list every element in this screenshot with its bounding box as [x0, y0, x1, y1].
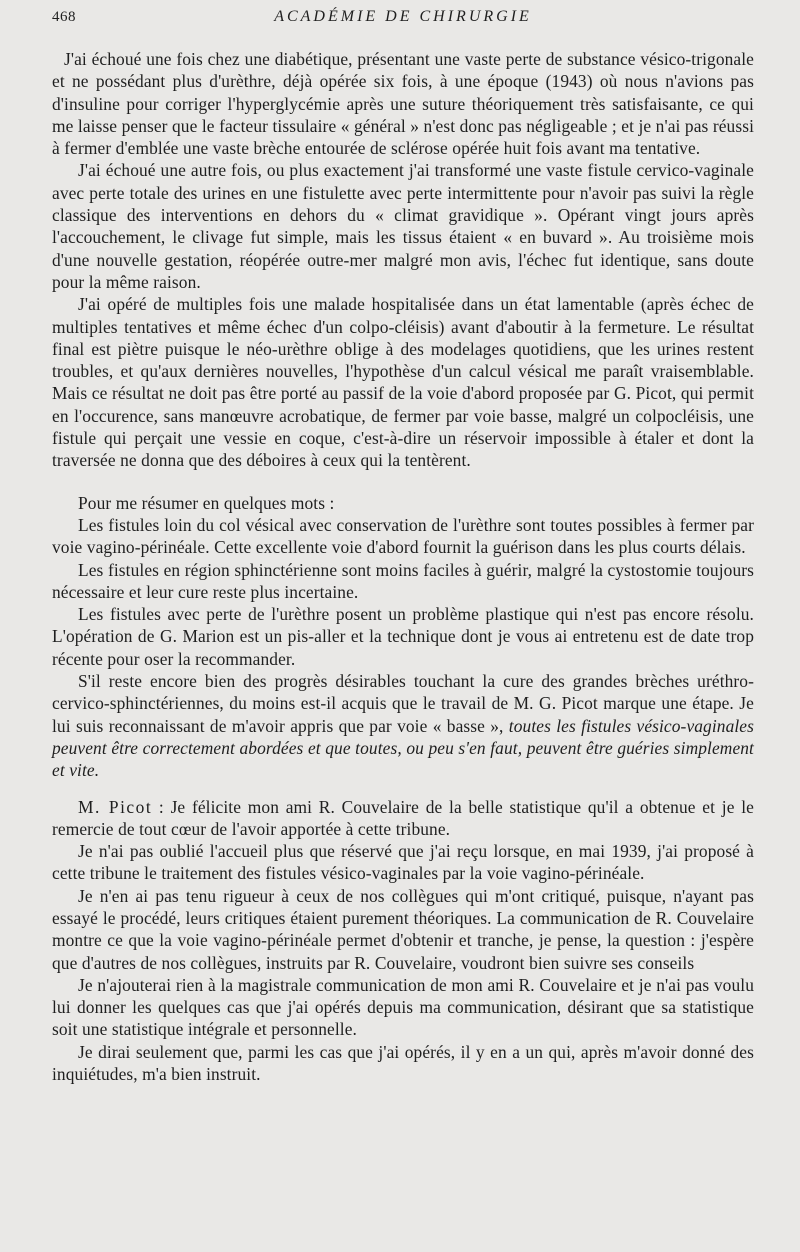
- paragraph-conclusion: [52, 670, 754, 781]
- page-header: [52, 8, 754, 48]
- paragraph: Je n'ajouterai rien à la magistrale communication de mon ami R. Couvelaire et je n'ai pas voulu lui donner les quelques cas que j'ai opérés depuis ma communication, désirant que sa statistique soit une statistique intégrale et personnelle.: [52, 974, 754, 1040]
- paragraph: J'ai opéré de multiples fois une malade hospitalisée dans un état lamentable (après échec de multiples tentatives et même échec d'un colpo-cléisis) avant d'aboutir à la fermeture. Le résultat final est piètre puisque le néo-urèthre oblige à des modelages quotidiens, que les urines restent troubles, et qu'aux dernières nouvelles, l'hypothèse d'un calcul vésical me paraît vraisemblable. Mais ce résultat ne doit pas être porté au passif de la voie d'abord proposée par G. Picot, qui permit en l'occurence, sans manœuvre acrobatique, de fermer par voie basse, malgré un colpocléisis, une fistule qui perçait une vessie en coque, c'est-à-dire un réservoir impossible à étaler et dont la traversée ne donna que des déboires à ceux qui la tentèrent.: [52, 294, 754, 471]
- paragraph: Les fistules avec perte de l'urèthre posent un problème plastique qui n'est pas encore résolu. L'opération de G. Marion est un pis-aller et la technique dont je vous ai entretenu est de date trop récente pour oser la recommander.: [52, 604, 754, 669]
- paragraph: J'ai échoué une autre fois, ou plus exactement j'ai transformé une vaste fistule cervico-vaginale avec perte totale des urines en une fistulette avec perte intermittente pour n'avoir pas suivi la règle classique des interventions en dehors du « climat gravidique ». Opérant vingt jours après l'accouchement, le clivage fut simple, mais les tissus étaient « en buvard ». Au troisième mois d'une nouvelle gestation, réopérée outre-mer malgré mon avis, l'échec fut identique, sans doute pour la même raison.: [52, 160, 754, 292]
- conclusion-text: S'il reste encore bien des progrès désirables touchant la cure des grandes brèches uréthro-cervico-sphinctériennes, du moins est-il acquis que le travail de M. G. Picot marque une étape. Je lui suis reconnaissant de m'avoir appris que par voie « basse »,: [52, 671, 754, 736]
- paragraph: Les fistules loin du col vésical avec conservation de l'urèthre sont toutes possibles à fermer par voie vagino-périnéale. Cette excellente voie d'abord fournit la guérison dans les plus courts délais.: [52, 514, 754, 558]
- paragraph: Je dirai seulement que, parmi les cas que j'ai opérés, il y en a un qui, après m'avoir donné des inquiétudes, m'a bien instruit.: [52, 1041, 754, 1085]
- section-spacer: [52, 472, 754, 492]
- paragraph: Les fistules en région sphinctérienne sont moins faciles à guérir, malgré la cystostomie toujours nécessaire et leur cure reste plus incertaine.: [52, 559, 754, 602]
- paragraph: Je n'en ai pas tenu rigueur à ceux de nos collègues qui m'ont critiqué, puisque, n'ayant pas essayé le procédé, leurs critiques étaient purement théoriques. La communication de R. Couvelaire montre ce que la voie vagino-périnéale permet d'obtenir et tranche, je pense, la question : j'espère que d'autres de nos collègues, instruits par R. Couvelaire, voudront bien suivre ses conseils: [52, 885, 754, 973]
- section-spacer: [52, 782, 754, 796]
- reply-opening: [52, 796, 754, 841]
- paragraph: J'ai échoué une fois chez une diabétique, présentant une vaste perte de substance vésico-trigonale et ne possédant plus d'urèthre, déjà opérée six fois, à une époque (1943) où nous n'avions pas d'insuline pour corriger l'hyperglycémie après une suture théoriquement très satisfaisante, ce qui me laisse penser que le facteur tissulaire « général » n'est donc pas négligeable ; et je n'ai pas réussi à fermer d'emblée une vaste brèche entourée de sclérose opérée huit fois avant ma tentative.: [52, 49, 754, 159]
- conclusion-emphasis: toutes les fistules vésico-vaginales peuvent être correctement abordées et que toutes, ou peu s'en faut, peuvent être guéries simplement et vite.: [52, 715, 754, 781]
- paragraph: Pour me résumer en quelques mots :: [78, 492, 335, 513]
- body-text: [52, 48, 754, 1085]
- page-number: 468: [52, 9, 76, 25]
- speaker-name: M. Picot: [78, 796, 153, 817]
- paragraph: Je n'ai pas oublié l'accueil plus que réservé que j'ai reçu lorsque, en mai 1939, j'ai proposé à cette tribune le traitement des fistules vésico-vaginales par la voie vagino-périnéale.: [52, 841, 754, 884]
- reply-lead-text: : Je félicite mon ami R. Couvelaire de la belle statistique qu'il a obtenue et je le remercie de tout cœur de l'avoir apportée à cette tribune.: [52, 796, 754, 839]
- running-head: ACADÉMIE DE CHIRURGIE: [274, 8, 532, 25]
